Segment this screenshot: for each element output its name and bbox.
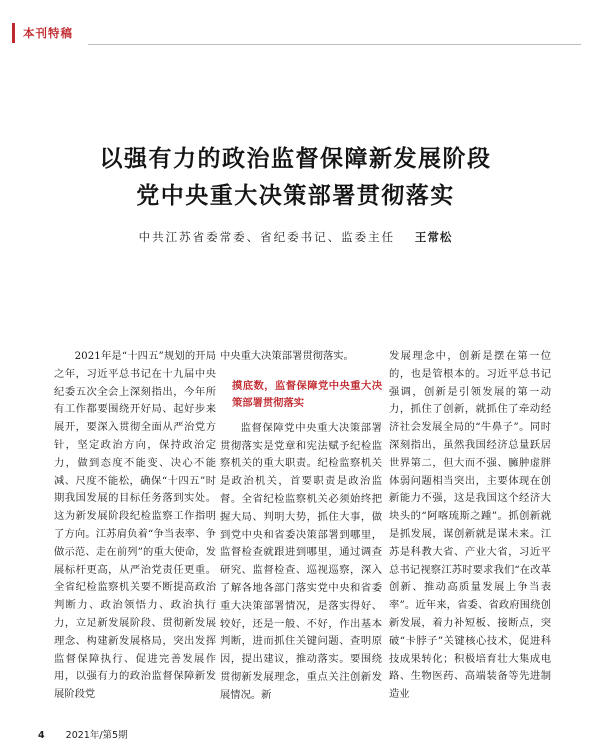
author-title: 中共江苏省委常委、省纪委书记、监委主任 <box>138 230 396 244</box>
body-column-2 <box>220 348 382 718</box>
author-name: 王常松 <box>414 230 453 244</box>
issue-label: 2021年/第5期 <box>65 730 128 741</box>
page-footer <box>38 727 128 741</box>
body-paragraph: 2021年是“十四五”规划的开局之年，习近平总书记在十九届中央纪委五次全会上深刻指出，今年所有工作都要围绕开好局、起好步来展开，要深入贯彻全面从严治党方针，坚定政治方向，保持政治定力，做到态度不能变、决心不能减、尺度不能松，确保“十四五”时期我国发展的目标任务落到实处。这为新发展阶段纪检监察工作指明了方向。江苏肩负着“争当表率、争做示范、走在前列”的重大使命，发展标杆更高，从严治党责任更重。全省纪检监察机关要不断提高政治判断力、政治领悟力、政治执行力，立足新发展阶段、贯彻新发展理念、构建新发展格局，突出发挥监督保障执行、促进完善发展作用，以强有力的政治监督保障新发展阶段党 <box>54 350 216 701</box>
section-tag <box>12 22 73 44</box>
body-paragraph: 发展理念中，创新是摆在第一位的，也是管根本的。习近平总书记强调，创新是引领发展的第一动力，抓住了创新，就抓住了牵动经济社会发展全局的“牛鼻子”。同时深刻指出，虽然我国经济总量跃居世界第二，但大而不强、臃肿虚胖体弱问题相当突出，主要体现在创新能力不强，这是我国这个经济大块头的“阿喀琉斯之踵”。抓创新就是抓发展，谋创新就是谋未来。江苏是科教大省、产业大省，习近平总书记视察江苏时要求我们“在改革创新、推动高质量发展上争当表率”。近年来，省委、省政府围绕创新发展，着力补短板、接断点，突破“卡脖子”关键核心技术，促进科技成果转化；积极培育壮大集成电路、生物医药、高端装备等先进制造业 <box>389 350 551 701</box>
byline <box>0 229 591 245</box>
article-title-line-2: 党中央重大决策部署贯彻落实 <box>136 182 455 209</box>
article-title-line-1: 以强有力的政治监督保障新发展阶段 <box>99 145 492 172</box>
section-accent-bar <box>12 23 15 43</box>
page-number: 4 <box>38 730 45 741</box>
section-subheading: 摸底数，监督保障党中央重大决策部署贯彻落实 <box>232 379 382 409</box>
section-label: 本刊特稿 <box>23 26 73 40</box>
body-column-1 <box>54 348 216 718</box>
body-column-3 <box>389 348 551 718</box>
body-paragraph: 中央重大决策部署贯彻落实。 <box>220 350 354 362</box>
header-rule <box>88 44 581 45</box>
body-paragraph: 监督保障党中央重大决策部署贯彻落实是党章和宪法赋予纪检监察机关的重大职责。纪检监察机关是政治机关，首要职责是政治监督。全省纪检监察机关必须始终把握大局、判明大势，抓住大事，做到党中央和省委决策部署到哪里，监督检查就跟进到哪里，通过调查研究、监督检查、巡视巡察，深入了解各地各部门落实党中央和省委重大决策部署情况，是落实得好、较好，还是一般、不好，作出基本判断，进而抓住关键问题、查明原因，提出建议，推动落实。要围绕贯彻新发展理念，重点关注创新发展情况。新 <box>220 421 382 701</box>
